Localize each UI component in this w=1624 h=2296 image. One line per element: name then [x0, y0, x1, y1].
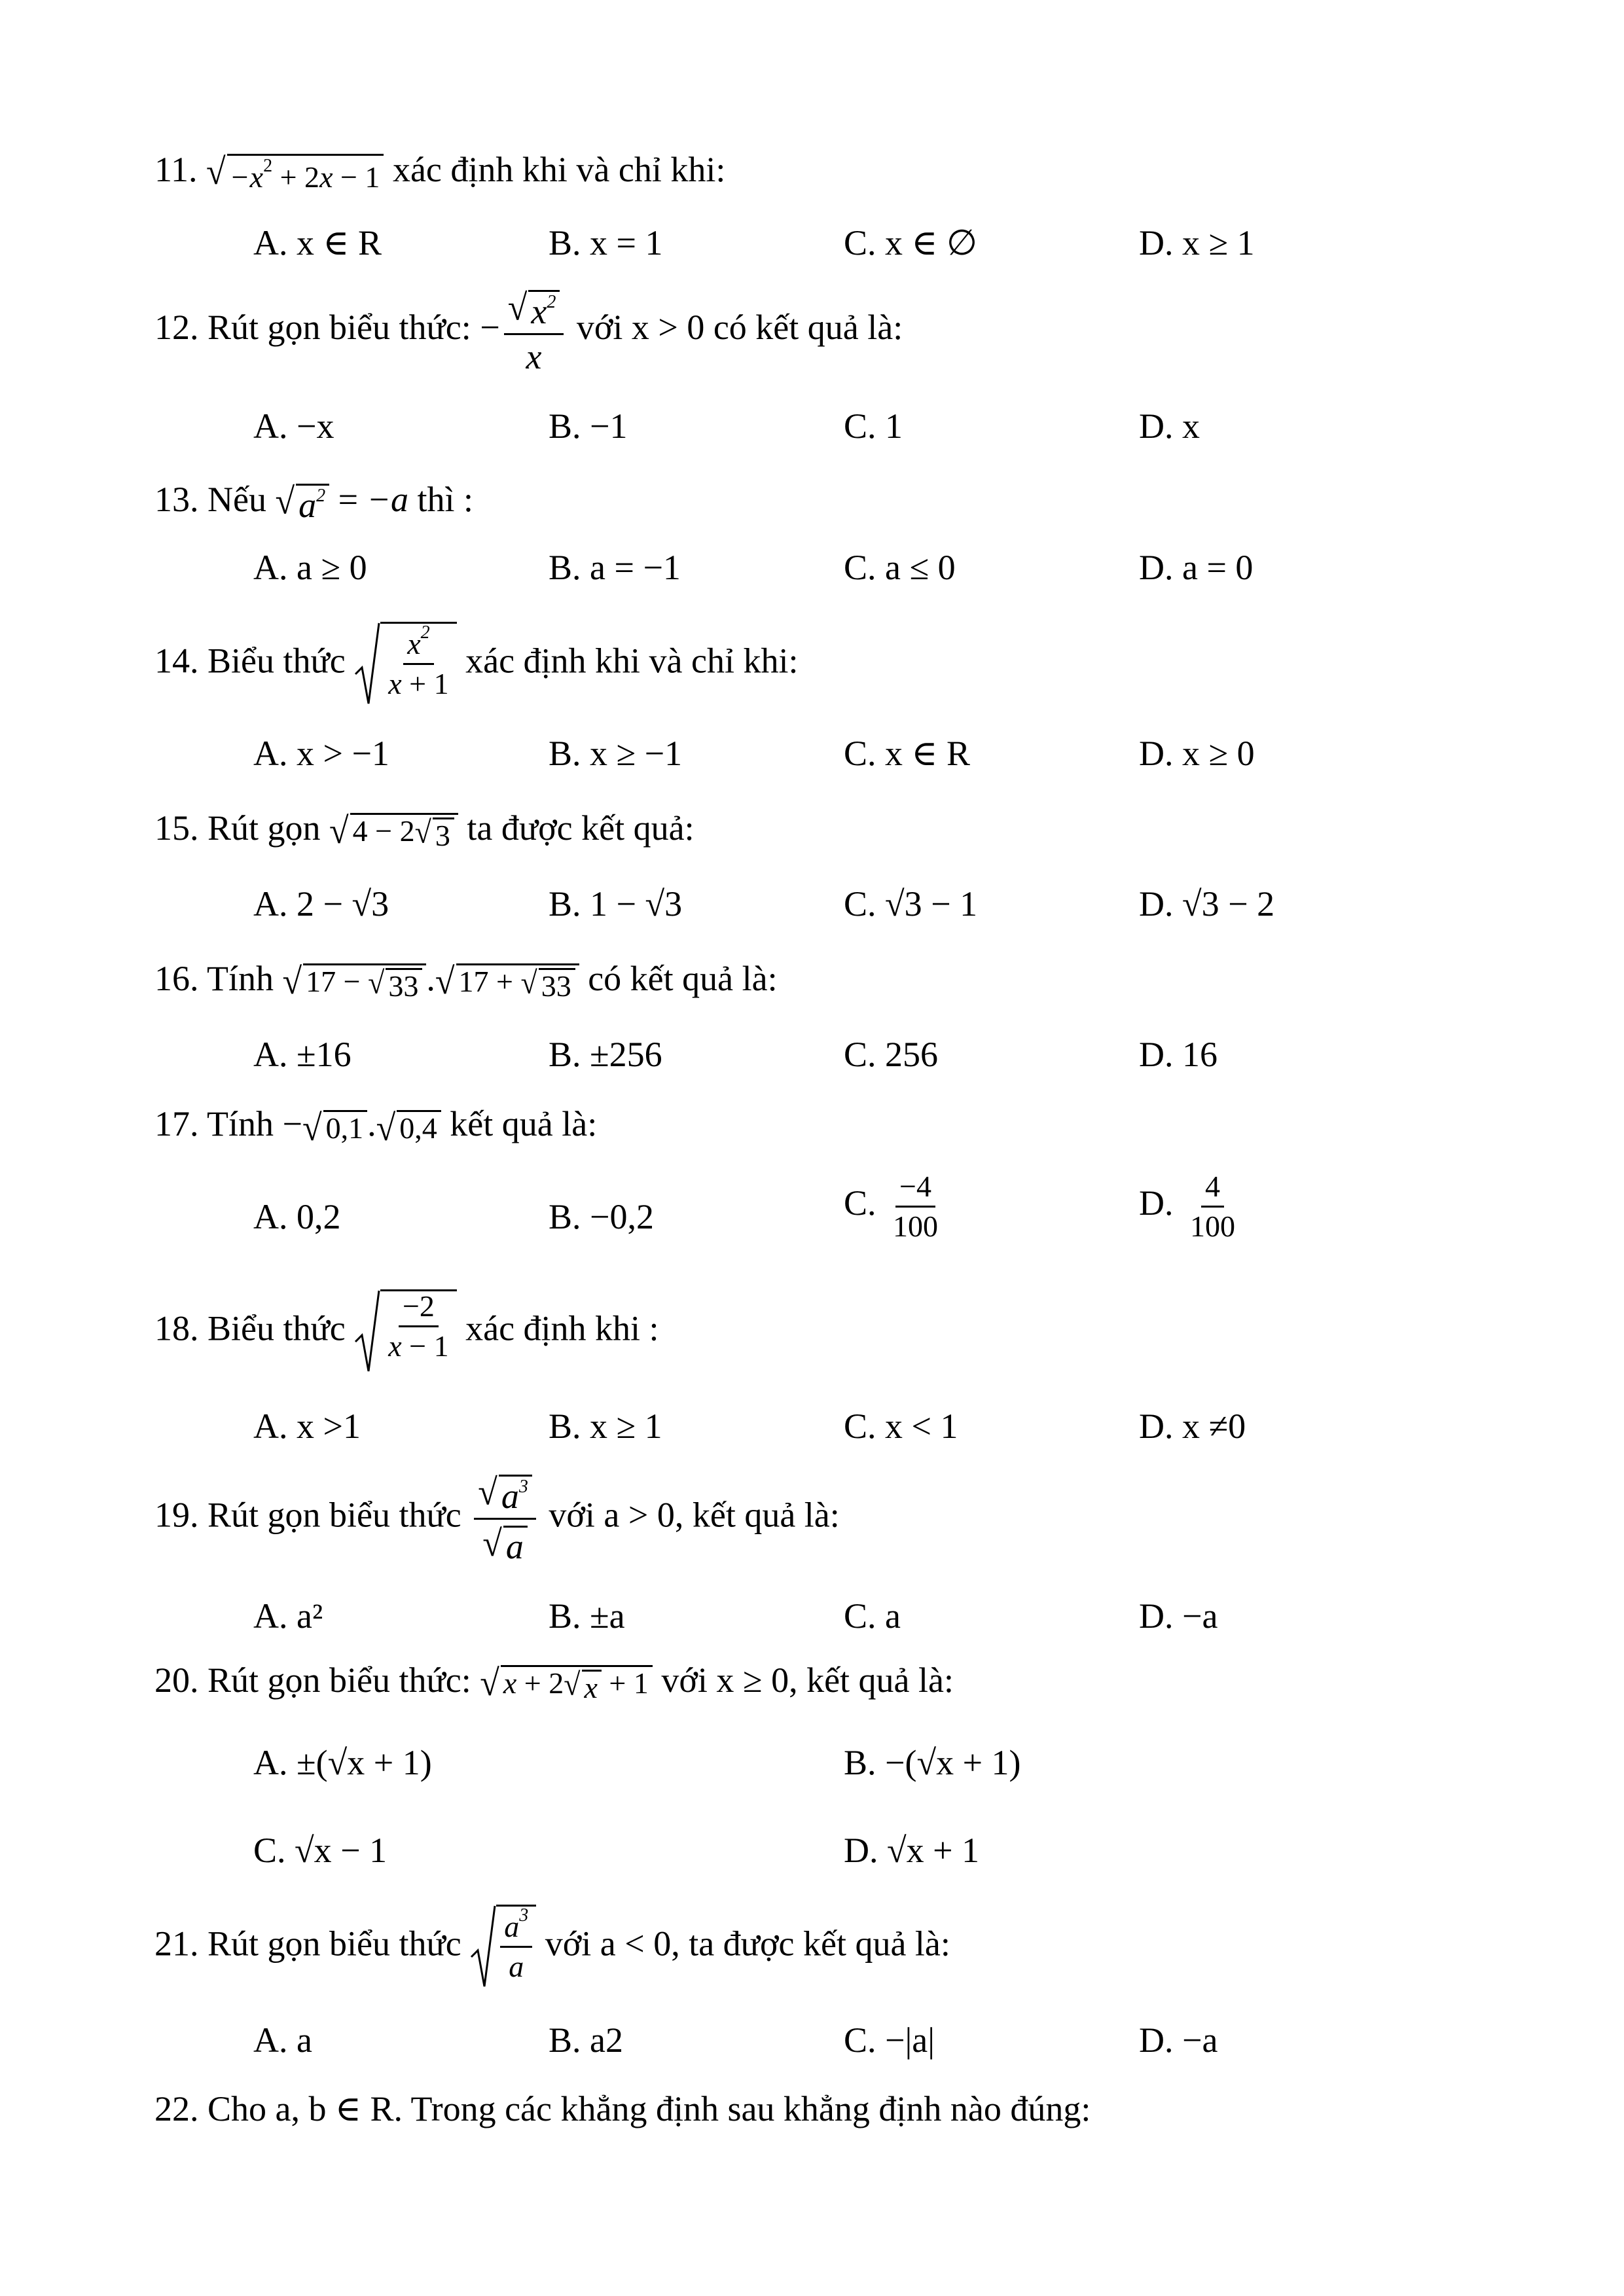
question-text: với x ≥ 0, kết quả là: [661, 1660, 954, 1700]
question-number: 21. [154, 1924, 199, 1964]
option-d[interactable]: D. $\frac{4}{100}$ [1139, 1170, 1235, 1243]
option-d[interactable]: D. −a [1139, 2020, 1218, 2060]
question-number: 15. [154, 808, 199, 848]
option-b[interactable]: B. ±a [549, 1596, 625, 1636]
question-11 [154, 152, 725, 192]
question-prefix: Nếu [208, 480, 266, 519]
option-a[interactable]: A. ±(√x + 1) [253, 1743, 432, 1782]
option-c[interactable]: C. 1 [844, 406, 903, 446]
expression: − √ $x^2$ x [480, 308, 568, 347]
question-text: xác định khi và chỉ khi: [392, 150, 726, 189]
option-c[interactable]: C. −|a| [844, 2020, 935, 2060]
question-number: 22. [154, 2089, 199, 2128]
expression: √ 4 − 2 √ 3 [329, 813, 458, 851]
option-b[interactable]: B. a2 [549, 2020, 623, 2060]
option-c[interactable]: C. x < 1 [844, 1407, 958, 1446]
question-text: thì : [417, 480, 474, 519]
expression: √ 17 − √ 33 . √ 17 + √ 33 [283, 959, 579, 998]
option-a[interactable]: A. 2 − √3 [253, 884, 389, 924]
option-d[interactable]: D. −a [1139, 1596, 1218, 1636]
option-d[interactable]: D. x ≠0 [1139, 1407, 1246, 1446]
option-a[interactable]: A. 0,2 [253, 1197, 341, 1236]
question-prefix: Rút gọn biểu thức [208, 1924, 461, 1964]
expression: $\frac{-2}{x - 1}$ [354, 1289, 456, 1374]
question-20 [154, 1662, 954, 1703]
question-22 [154, 2091, 1091, 2126]
question-text: xác định khi : [465, 1308, 659, 1348]
option-c[interactable]: C. $\frac{-4}{100}$ [844, 1170, 939, 1243]
question-text: ta được kết quả: [467, 808, 695, 848]
question-14 [154, 622, 799, 707]
option-d[interactable]: D. x ≥ 0 [1139, 734, 1255, 773]
option-a[interactable]: A. a ≥ 0 [253, 548, 367, 587]
option-b[interactable]: B. x ≥ 1 [549, 1407, 662, 1446]
option-b[interactable]: B. −(√x + 1) [844, 1743, 1021, 1782]
question-prefix: Rút gọn biểu thức: [208, 308, 471, 348]
option-c[interactable]: C. x ∈ R [844, 734, 971, 773]
question-text: Cho a, b ∈ R. Trong các khẳng định sau khẳng định nào đúng: [208, 2089, 1091, 2128]
question-number: 13. [154, 480, 199, 519]
option-b[interactable]: B. x ≥ −1 [549, 734, 683, 773]
option-b[interactable]: B. ±256 [549, 1035, 662, 1074]
question-prefix: Biểu thức [208, 641, 346, 681]
option-d[interactable]: D. x ≥ 1 [1139, 223, 1255, 262]
option-c[interactable]: C. x ∈ ∅ [844, 223, 978, 262]
option-d[interactable]: D. a = 0 [1139, 548, 1254, 587]
question-text: với a > 0, kết quả là: [549, 1495, 840, 1535]
option-a[interactable]: A. −x [253, 406, 334, 446]
option-c[interactable]: C. a [844, 1596, 901, 1636]
question-text: kết quả là: [450, 1104, 598, 1143]
option-b[interactable]: B. −0,2 [549, 1197, 654, 1236]
option-a[interactable]: A. x > −1 [253, 734, 389, 773]
question-text: với a < 0, ta được kết quả là: [545, 1924, 950, 1964]
expression: √ $-x^2 + 2x - 1$ [206, 154, 384, 192]
option-c[interactable]: C. a ≤ 0 [844, 548, 956, 587]
question-number: 17. [154, 1104, 199, 1143]
question-12 [154, 288, 903, 374]
option-a[interactable]: A. ±16 [253, 1035, 352, 1074]
expression: √ $a^3$ √ a [474, 1473, 536, 1564]
question-number: 11. [154, 150, 198, 189]
question-13 [154, 482, 473, 523]
option-c[interactable]: C. 256 [844, 1035, 939, 1074]
question-number: 14. [154, 641, 199, 681]
expression: √ x + 2 √ x + 1 [480, 1665, 653, 1703]
question-21 [154, 1905, 950, 1990]
question-number: 19. [154, 1495, 199, 1535]
question-prefix: Tính [207, 959, 274, 998]
question-prefix: Rút gọn biểu thức [208, 1495, 461, 1535]
option-d[interactable]: D. √3 − 2 [1139, 884, 1275, 924]
option-b[interactable]: B. a = −1 [549, 548, 681, 587]
option-a[interactable]: A. x >1 [253, 1407, 361, 1446]
question-text: xác định khi và chỉ khi: [465, 641, 799, 681]
option-d[interactable]: D. 16 [1139, 1035, 1218, 1074]
option-c[interactable]: C. √x − 1 [253, 1831, 388, 1870]
question-19 [154, 1473, 840, 1564]
question-number: 12. [154, 308, 199, 348]
question-17 [154, 1104, 598, 1149]
option-b[interactable]: B. −1 [549, 406, 628, 446]
question-18 [154, 1289, 659, 1374]
question-number: 16. [154, 959, 199, 998]
expression: $\frac{a^3}{a}$ [470, 1905, 536, 1990]
option-d[interactable]: D. √x + 1 [844, 1831, 980, 1870]
option-a[interactable]: A. a² [253, 1596, 323, 1636]
option-d[interactable]: D. x [1139, 406, 1200, 446]
question-number: 20. [154, 1660, 199, 1700]
question-text: có kết quả là: [588, 959, 778, 998]
question-number: 18. [154, 1308, 199, 1348]
option-a[interactable]: A. x ∈ R [253, 223, 382, 262]
option-b[interactable]: B. 1 − √3 [549, 884, 683, 924]
option-b[interactable]: B. x = 1 [549, 223, 663, 262]
question-prefix: Tính [207, 1104, 274, 1143]
expression: − √ 0,1 . √ 0,4 [283, 1104, 441, 1143]
option-a[interactable]: A. a [253, 2020, 312, 2060]
question-prefix: Rút gọn [208, 808, 321, 848]
question-prefix: Biểu thức [208, 1308, 346, 1348]
option-c[interactable]: C. √3 − 1 [844, 884, 978, 924]
question-15 [154, 810, 695, 851]
question-16 [154, 961, 778, 1001]
question-text: với x > 0 có kết quả là: [576, 308, 903, 348]
question-prefix: Rút gọn biểu thức: [208, 1660, 471, 1700]
expression: √ $a^2$ = −a [275, 480, 409, 525]
expression: $\frac{x^2}{x + 1}$ [354, 622, 456, 707]
